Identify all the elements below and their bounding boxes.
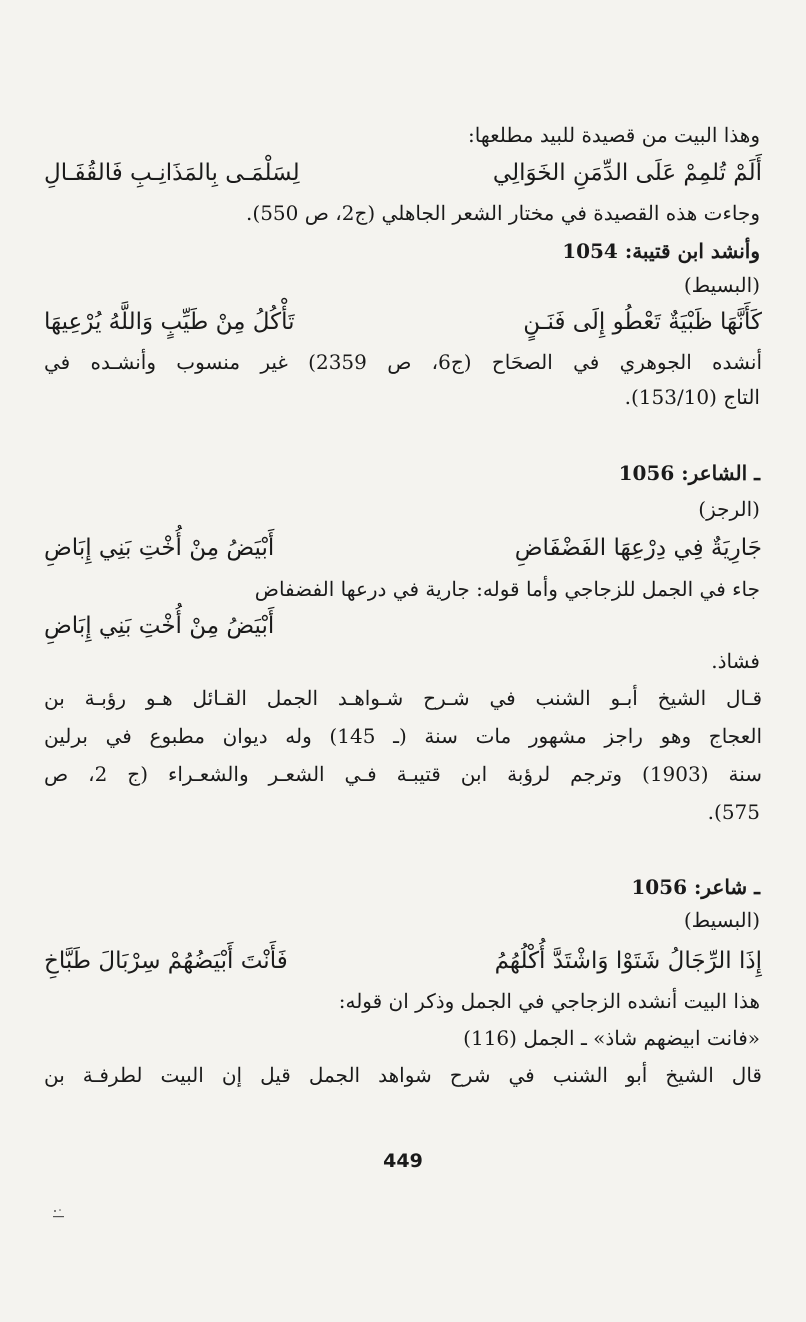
text-line: جاء في الجمل للزجاجي وأما قوله: جارية في درعها الفضفاض	[254, 577, 760, 601]
meter-label: (البسيط)	[683, 908, 760, 932]
text-line: العجاج وهو راجز مشهور مات سنة (ـ 145) وله ديوان مطبوع في برلين	[44, 724, 763, 748]
entry-heading: ـ الشاعر: 1056	[618, 461, 760, 485]
verse-hemistich-first: جَارِيَةٌ فِي دِرْعِهَا الفَضْفَاضِ	[514, 535, 762, 561]
verse-hemistich-second: لِسَلْمَـى بِالمَذَانِـبِ فَالقُفَـالِ	[44, 160, 300, 186]
text-line: «فانت ابيضهم شاذ» ـ الجمل (116)	[463, 1026, 760, 1050]
text-line: سنة (1903) وترجم لرؤبة ابن قتيبـة فـي الشعـر والشعـراء (ج 2، ص	[44, 762, 762, 786]
text-line: فشاذ.	[711, 649, 760, 673]
verse-hemistich-first: كَأَنَّهَا ظَبْيَةٌ تَعْطُو إِلَى فَنَـنٍ	[523, 309, 762, 335]
text-line: وجاءت هذه القصيدة في مختار الشعر الجاهلي (ج2، ص 550).	[246, 201, 760, 225]
text-line: 575).	[707, 800, 760, 824]
ink-speck	[52, 1208, 66, 1220]
verse-hemistich-second: أَبْيَضُ مِنْ أُخْتِ بَنِي إِبَاضِ	[44, 535, 275, 561]
verse-hemistich-second: أَبْيَضُ مِنْ أُخْتِ بَنِي إِبَاضِ	[44, 613, 275, 639]
meter-label: (البسيط)	[683, 273, 760, 297]
verse-hemistich-second: فَأَنْتَ أَبْيَضُهُمْ سِرْبَالَ طَبَّاخِ	[44, 948, 288, 974]
text-line: التاج (153/10).	[624, 385, 760, 409]
verse-hemistich-first: إِذَا الرِّجَالُ شَتَوْا وَاشْتَدَّ أُكْلُهُمُ	[494, 948, 762, 974]
text-line: قـال الشيخ أبـو الشنب في شـرح شـواهـد الجمل القـائل هـو رؤبـة بن	[44, 686, 762, 710]
text-line: قال الشيخ أبو الشنب في شرح شواهد الجمل قيل إن البيت لطرفـة بن	[44, 1063, 762, 1087]
text-line: وهذا البيت من قصيدة للبيد مطلعها:	[468, 123, 760, 147]
text-line: أنشده الجوهري في الصحَاح (ج6، ص 2359) غير منسوب وأنشـده في	[44, 350, 763, 374]
verse-hemistich-first: أَلَمْ تُلمِمْ عَلَى الدِّمَنِ الخَوَالِي	[492, 160, 762, 186]
entry-heading: وأنشد ابن قتيبة: 1054	[562, 239, 760, 263]
text-line: هذا البيت أنشده الزجاجي في الجمل وذكر ان قوله:	[338, 989, 760, 1013]
meter-label: (الرجز)	[698, 497, 760, 521]
entry-heading: ـ شاعر: 1056	[631, 875, 760, 899]
page-number: 449	[383, 1150, 423, 1172]
verse-hemistich-second: تَأْكُلُ مِنْ طَيِّبٍ وَاللَّهُ يُرْعِيهَا	[44, 309, 295, 335]
